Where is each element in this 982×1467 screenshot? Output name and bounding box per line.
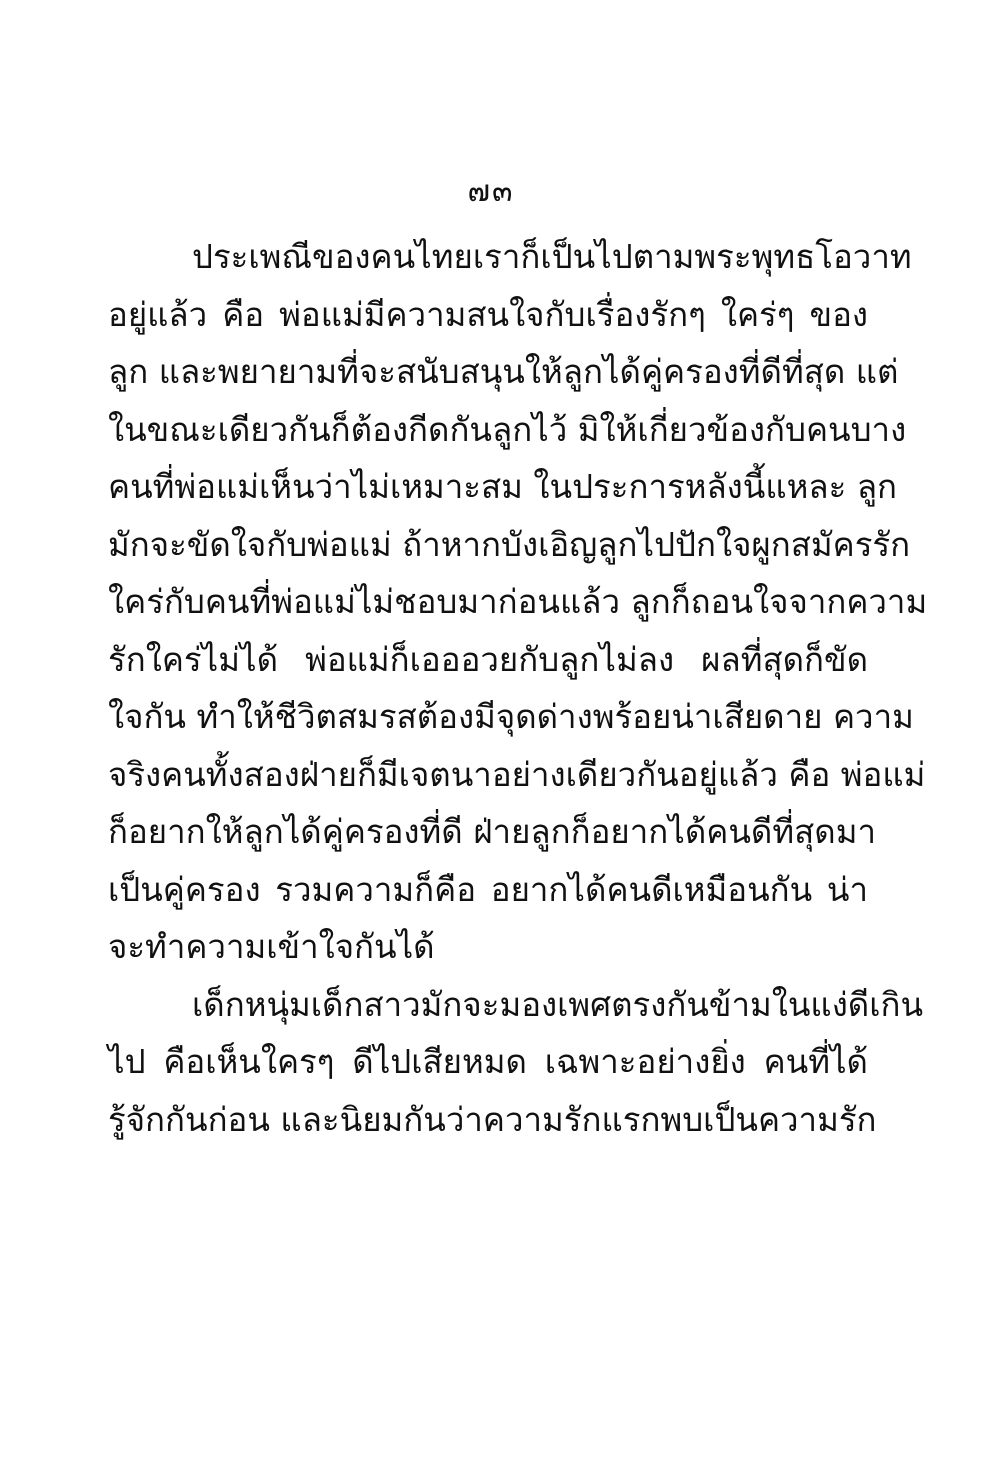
paragraph-1-line-2: อยู่แล้ว คือ พ่อแม่มีความสนใจกับเรื่องรักๆ ใคร่ๆ ของ: [108, 294, 868, 334]
paragraph-1-line-3: ลูก และพยายามที่จะสนับสนุนให้ลูกได้คู่ครองที่ดีที่สุด แต่: [108, 352, 899, 391]
page-number: ๗๓: [467, 174, 515, 209]
paragraph-1-line-5: คนที่พ่อแม่เห็นว่าไม่เหมาะสม ในประการหลังนี้แหละ ลูก: [108, 467, 898, 506]
paragraph-2-line-2: ไป คือเห็นใครๆ ดีไปเสียหมด เฉพาะอย่างยิ่ง คนที่ได้: [108, 1042, 868, 1081]
paragraph-2-line-1: เด็กหนุ่มเด็กสาวมักจะมองเพศตรงกันข้ามในแง่ดีเกิน: [192, 984, 924, 1024]
paragraph-1-line-6: มักจะขัดใจกับพ่อแม่ ถ้าหากบังเอิญลูกไปปักใจผูกสมัครรัก: [108, 524, 911, 564]
paragraph-1-line-7: ใคร่กับคนที่พ่อแม่ไม่ชอบมาก่อนแล้ว ลูกก็ถอนใจจากความ: [108, 582, 928, 621]
body-text: [108, 228, 928, 1148]
paragraph-1-line-8: รักใคร่ไม่ได้ พ่อแม่ก็เอออวยกับลูกไม่ลง ผลที่สุดก็ขัด: [108, 639, 868, 679]
paragraph-1-line-11: ก็อยากให้ลูกได้คู่ครองที่ดี ฝ่ายลูกก็อยากได้คนดีที่สุดมา: [108, 812, 876, 851]
paragraph-1-line-10: จริงคนทั้งสองฝ่ายก็มีเจตนาอย่างเดียวกันอยู่แล้ว คือ พ่อแม่: [108, 754, 926, 794]
paragraph-1-line-4: ในขณะเดียวกันก็ต้องกีดกันลูกไว้ มิให้เกี่ยวข้องกับคนบาง: [108, 409, 907, 449]
paragraph-2-line-3: รู้จักกันก่อน และนิยมกันว่าความรักแรกพบเป็นความรัก: [108, 1099, 877, 1139]
paragraph-1-line-9: ใจกัน ทำให้ชีวิตสมรสต้องมีจุดด่างพร้อยน่าเสียดาย ความ: [108, 697, 914, 736]
paragraph-1-line-12: เป็นคู่ครอง รวมความก็คือ อยากได้คนดีเหมือนกัน น่า: [108, 869, 868, 909]
paragraph-1-line-1: ประเพณีของคนไทยเราก็เป็นไปตามพระพุทธโอวาท: [192, 237, 912, 276]
paragraph-1-line-13: จะทำความเข้าใจกันได้: [108, 927, 435, 966]
